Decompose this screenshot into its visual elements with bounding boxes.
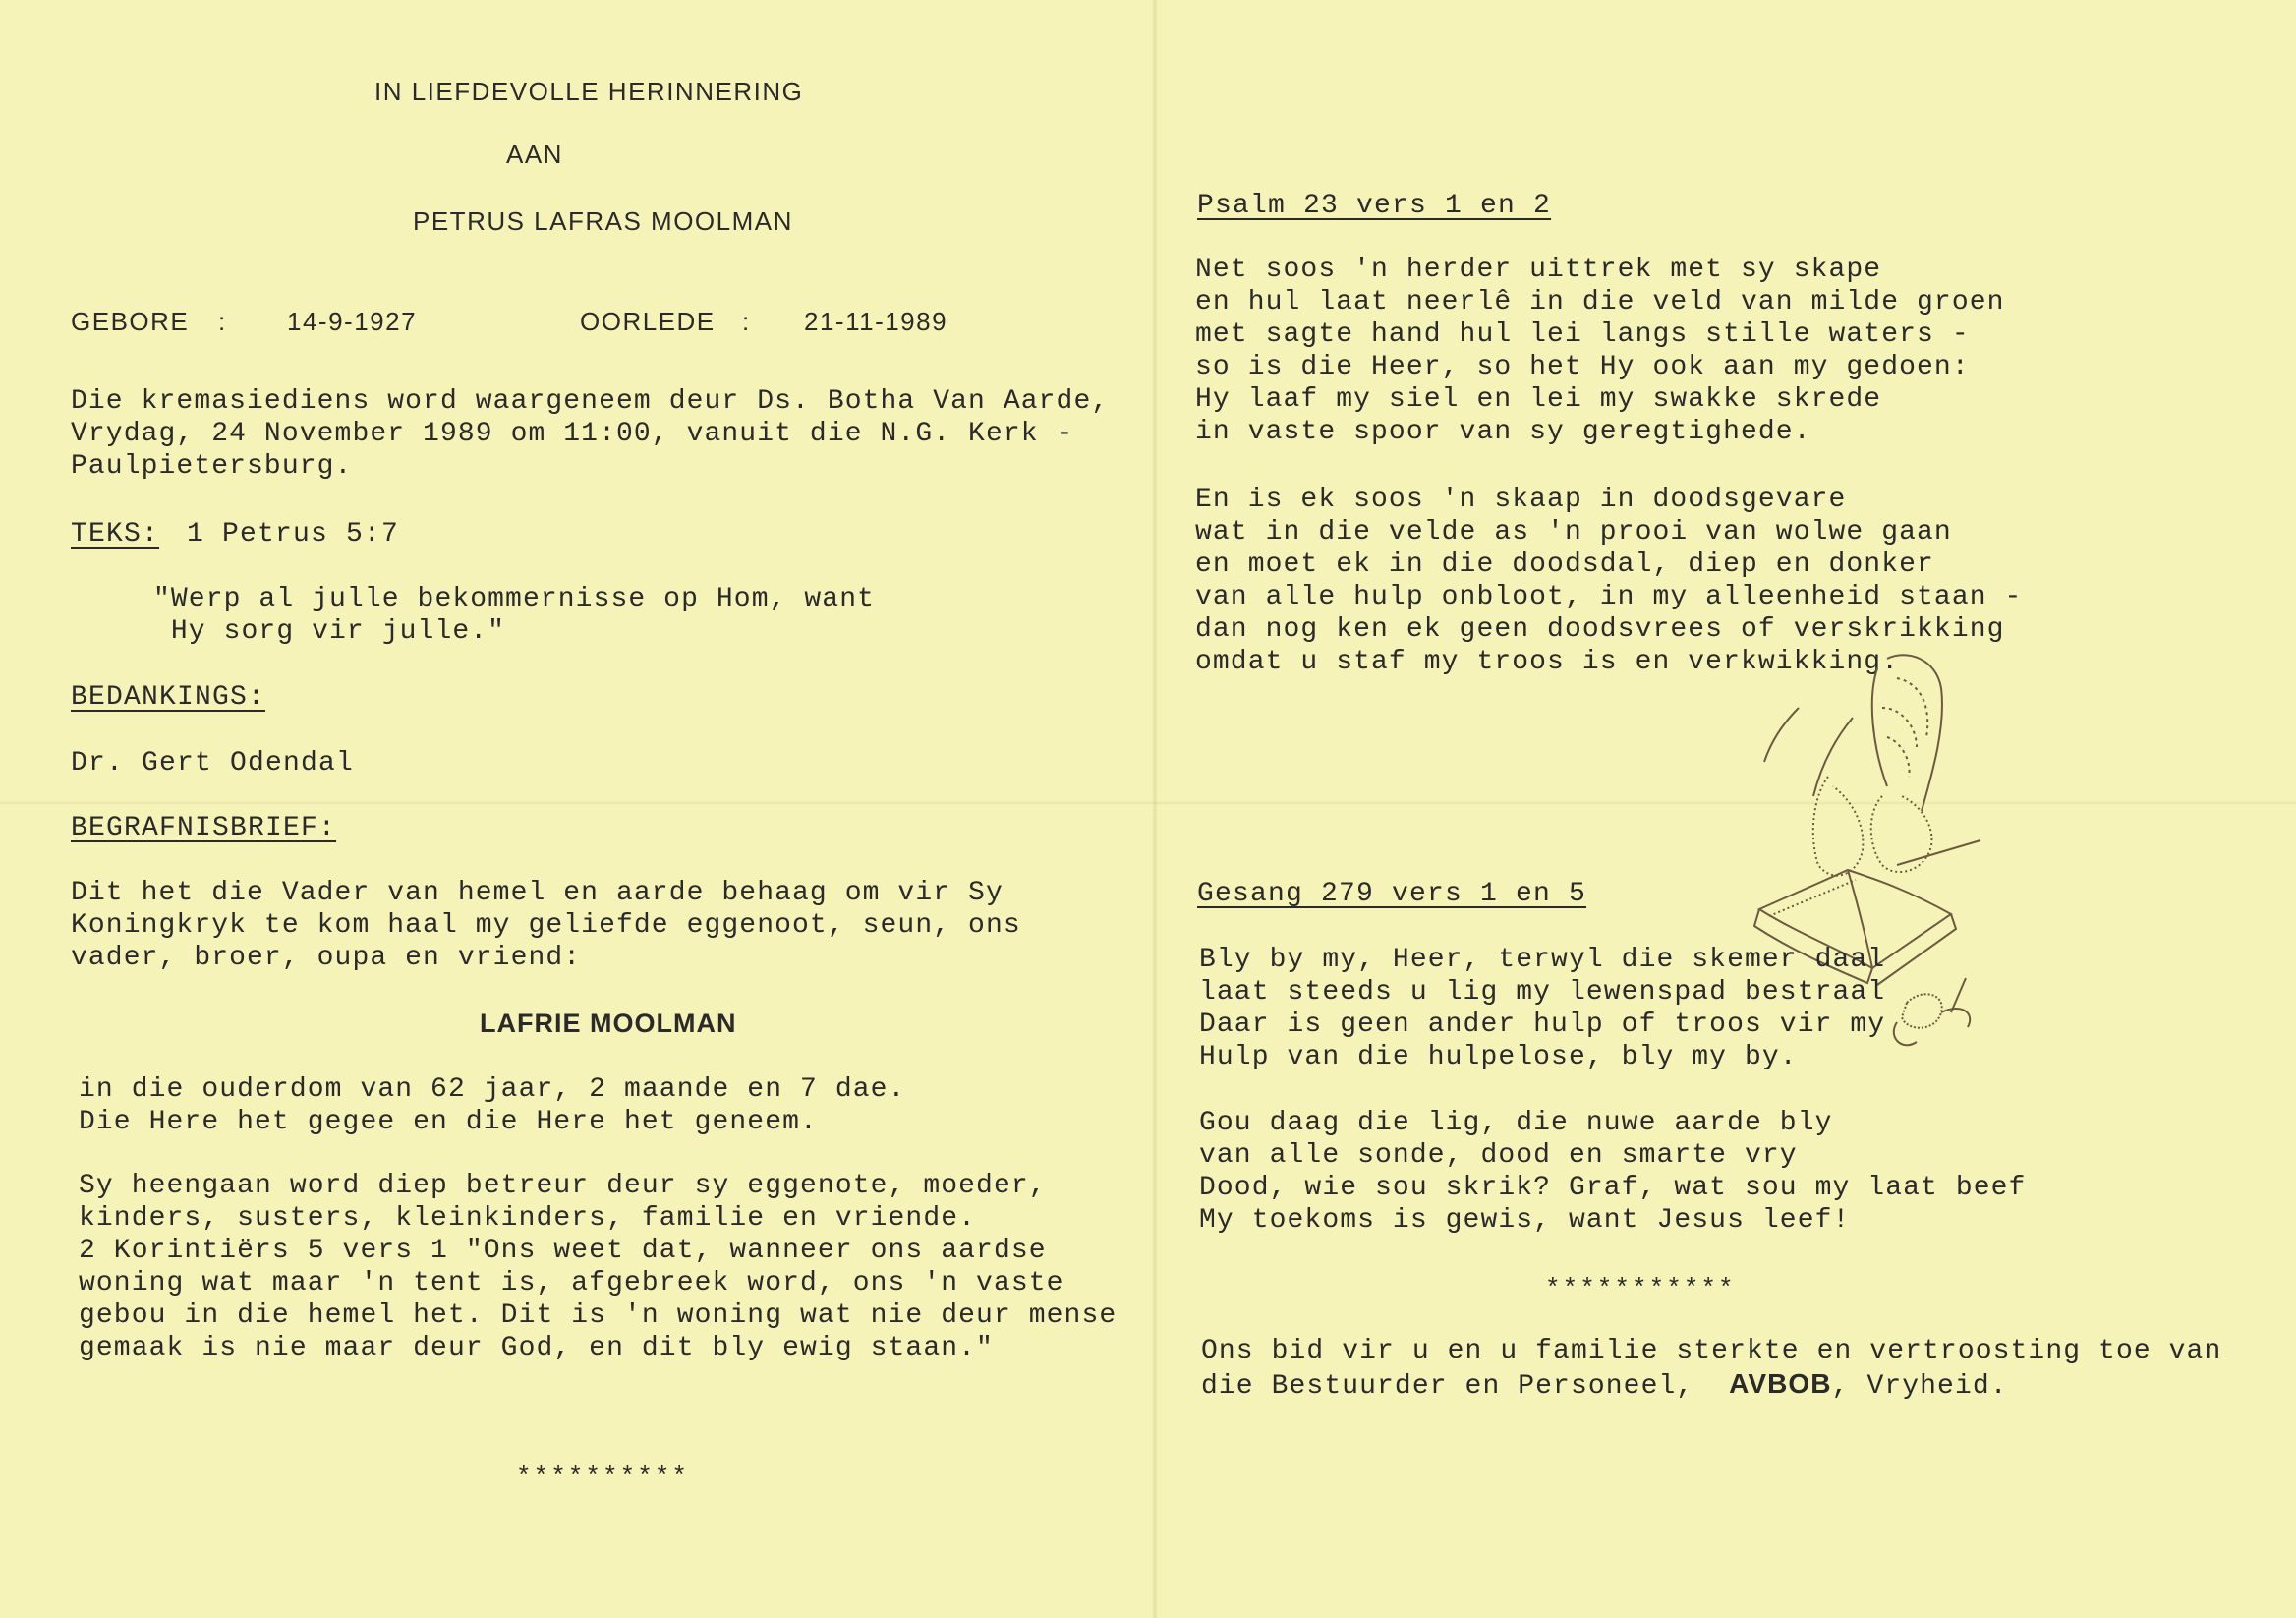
died-sep: : (742, 307, 751, 336)
nickname: LAFRIE MOOLMAN (480, 1009, 737, 1038)
psalm-line: Hy laaf my siel en lei my swakke skrede (1195, 384, 1882, 415)
mourn-line: gemaak is nie maar deur God, en dit bly ewig staan." (79, 1333, 994, 1363)
hymn-line: Hulp van die hulpelose, bly my by. (1199, 1042, 1798, 1072)
psalm-line: wat in die velde as 'n prooi van wolwe gaan (1195, 517, 1952, 548)
hymn-title: Gesang 279 vers 1 en 5 (1197, 879, 1587, 909)
hymn-line: laat steeds u lig my lewenspad bestraal (1199, 977, 1886, 1008)
psalm-line: en hul laat neerlê in die veld van milde groen (1195, 287, 2005, 318)
deceased-name: PETRUS LAFRAS MOOLMAN (413, 206, 793, 236)
closing-paragraph (1201, 1335, 2221, 1403)
born-label: GEBORE (71, 307, 190, 336)
psalm-line: Net soos 'n herder uittrek met sy skape (1195, 255, 1882, 285)
psalm-line: dan nog ken ek geen doodsvrees of verskrikking (1195, 614, 2005, 645)
hymn-verse-1 (1199, 944, 1885, 1073)
service-line: Paulpietersburg. (71, 451, 353, 482)
psalm-line: en moet ek in die doodsdal, diep en donker (1195, 549, 1934, 580)
age-line: Die Here het gegee en die Here het geneem. (79, 1107, 818, 1137)
quote-line: "Werp al julle bekommernisse op Hom, want (153, 584, 876, 614)
closing-org: AVBOB (1729, 1368, 1832, 1399)
hymn-verse-2 (1199, 1107, 2026, 1237)
born-sep: : (218, 307, 227, 336)
mourn-line: woning wat maar 'n tent is, afgebreek word, ons 'n vaste (79, 1268, 1064, 1299)
died-date: 21-11-1989 (804, 307, 948, 336)
service-paragraph (71, 385, 1109, 483)
hymn-line: My toekoms is gewis, want Jesus leef! (1199, 1205, 1851, 1236)
thanks-label: BEDANKINGS: (71, 682, 266, 713)
quote-line: Hy sorg vir julle." (153, 616, 506, 647)
service-line: Vrydag, 24 November 1989 om 11:00, vanuit die N.G. Kerk - (71, 419, 1074, 449)
hymn-line: Dood, wie sou skrik? Graf, wat sou my laat beef (1199, 1173, 2027, 1203)
letter-line: Dit het die Vader van hemel en aarde behaag om vir Sy (71, 878, 1004, 908)
hymn-line: Daar is geen ander hulp of troos vir my (1199, 1010, 1886, 1040)
service-line: Die kremasiediens word waargeneem deur Ds. Botha Van Aarde, (71, 386, 1110, 417)
psalm-line: so is die Heer, so het Hy ook aan my gedoen: (1195, 352, 1970, 382)
letter-line: Koningkryk te kom haal my geliefde eggenoot, seun, ons (71, 910, 1021, 941)
psalm-line: omdat u staf my troos is en verkwikking. (1195, 647, 1900, 677)
letter-label: BEGRAFNISBRIEF: (71, 813, 337, 843)
born-date: 14-9-1927 (287, 307, 418, 336)
mourn-line: gebou in die hemel het. Dit is 'n woning wat nie deur mense (79, 1300, 1118, 1331)
letter-paragraph (71, 877, 1021, 974)
age-line: in die ouderdom van 62 jaar, 2 maande en 7 dae. (79, 1074, 906, 1105)
closing-line: Ons bid vir u en u familie sterkte en vertroosting toe van (1201, 1336, 2222, 1366)
psalm-line: En is ek soos 'n skaap in doodsgevare (1195, 485, 1847, 515)
hymn-line: Bly by my, Heer, terwyl die skemer daal (1199, 945, 1886, 975)
age-paragraph (79, 1073, 905, 1138)
center-fold (1152, 0, 1158, 1618)
text-label: TEKS: (71, 519, 160, 549)
mourn-line: 2 Korintiërs 5 vers 1 "Ons weet dat, wanneer ons aardse (79, 1236, 1047, 1266)
mourn-line: Sy heengaan word diep betreur deur sy eggenote, moeder, (79, 1171, 1047, 1201)
psalm-line: met sagte hand hul lei langs stille waters - (1195, 319, 1970, 350)
letter-line: vader, broer, oupa en vriend: (71, 943, 582, 973)
heading-to: AAN (506, 140, 563, 169)
text-reference: 1 Petrus 5:7 (187, 519, 400, 549)
hymn-line: Gou daag die lig, die nuwe aarde bly (1199, 1108, 1833, 1138)
scripture-quote (153, 583, 875, 648)
heading-in-memory: IN LIEFDEVOLLE HERINNERING (374, 77, 804, 106)
closing-text: die Bestuurder en Personeel, (1201, 1371, 1694, 1402)
mourn-paragraph (79, 1170, 1117, 1364)
died-label: OORLEDE (580, 307, 716, 336)
psalm-verse-1 (1195, 254, 2005, 448)
closing-place: , Vryheid. (1831, 1371, 2008, 1402)
left-stars-divider: ********** (516, 1462, 690, 1491)
thanks-name: Dr. Gert Odendal (71, 748, 355, 779)
closing-line-2 (1201, 1367, 2221, 1403)
mourn-line: kinders, susters, kleinkinders, familie en vriende. (79, 1203, 977, 1234)
psalm-line: in vaste spoor van sy geregtighede. (1195, 417, 1811, 447)
right-stars-divider: *********** (1545, 1274, 1736, 1303)
hymn-line: van alle sonde, dood en smarte vry (1199, 1140, 1798, 1171)
psalm-line: van alle hulp onbloot, in my alleenheid staan - (1195, 582, 2023, 612)
psalm-title: Psalm 23 vers 1 en 2 (1197, 191, 1552, 221)
